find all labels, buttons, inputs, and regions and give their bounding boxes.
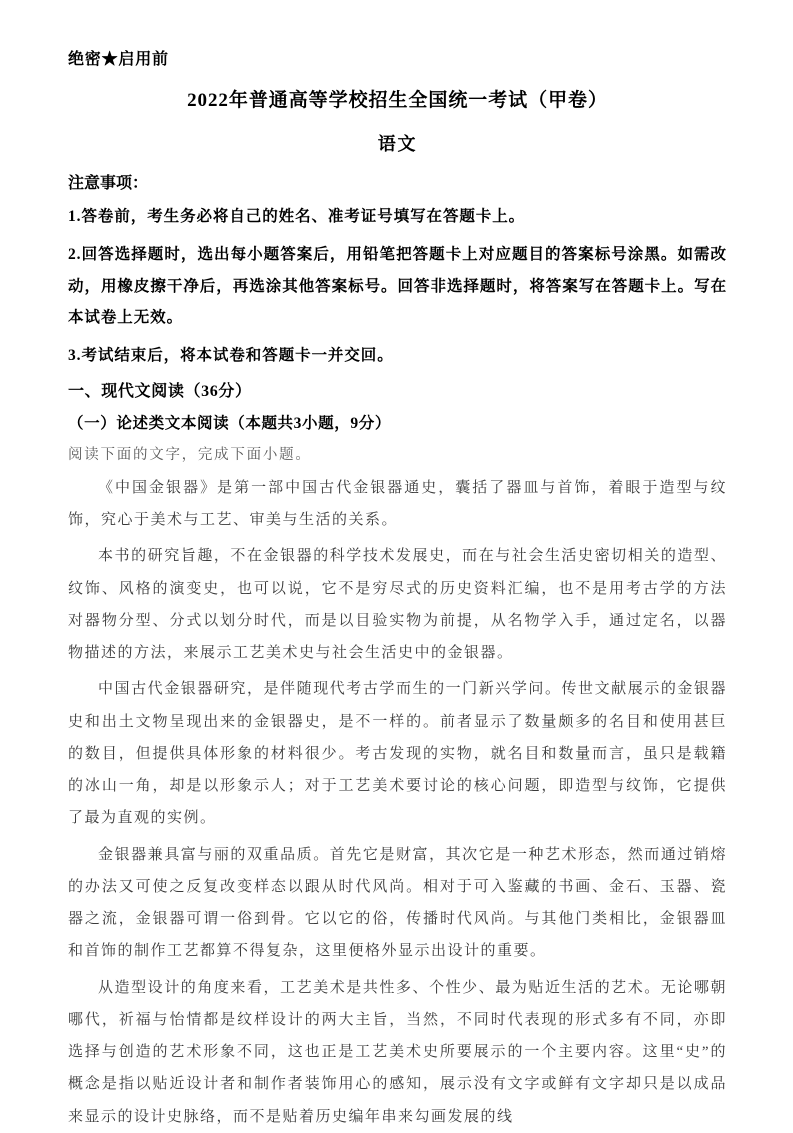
exam-title: 2022年普通高等学校招生全国统一考试（甲卷）	[187, 90, 608, 111]
notice-item-3: 3.考试结束后，将本试卷和答题卡一并交回。	[68, 347, 394, 365]
subsection-heading-argumentative-reading: （一）论述类文本阅读（本题共3小题，9分）	[68, 414, 392, 432]
notice-heading: 注意事项：	[68, 175, 149, 192]
passage-paragraph-4: 金银器兼具富与丽的双重品质。首先它是财富，其次它是一种艺术形态，然而通过销熔的办法又可使之反复改变样态以跟从时代风尚。相对于可入鉴藏的书画、金石、玉器、瓷器之流，金银器可谓一俗到骨。它以它的俗，传播时代风尚。与其他门类相比，金银器皿和首饰的制作工艺都算不得复杂，这里便格外显示出设计的重要。	[68, 846, 727, 960]
passage-paragraph-1: 《中国金银器》是第一部中国古代金银器通史，囊括了器皿与首饰，着眼于造型与纹饰，究心于美术与工艺、审美与生活的关系。	[68, 479, 727, 529]
reading-passage	[68, 472, 727, 1133]
section-heading-modern-reading: 一、现代文阅读（36分）	[68, 382, 252, 400]
passage-paragraph-5: 从造型设计的角度来看，工艺美术是共性多、个性少、最为贴近生活的艺术。无论哪朝哪代，祈福与怡情都是纹样设计的两大主旨，当然，不同时代表现的形式多有不同，亦即选择与创造的艺术形象不同，这也正是工艺美术史所要展示的一个主要内容。这里“史”的概念是指以贴近设计者和制作者装饰用心的感知，展示没有文字或鲜有文字却只是以成品来显示的设计史脉络，而不是贴着历史编年串来勾画发展的线	[68, 979, 727, 1125]
passage-paragraph-3: 中国古代金银器研究，是伴随现代考古学而生的一门新兴学问。传世文献展示的金银器史和出土文物呈现出来的金银器史，是不一样的。前者显示了数量颇多的名目和使用甚巨的数目，但提供具体形象的材料很少。考古发现的实物，就名目和数量而言，虽只是载籍的冰山一角，却是以形象示人；对于工艺美术要讨论的核心问题，即造型与纹饰，它提供了最为直观的实例。	[68, 681, 727, 827]
notice-item-1: 1.答卷前，考生务必将自己的姓名、准考证号填写在答题卡上。	[68, 208, 526, 225]
reading-instruction: 阅读下面的文字，完成下面小题。	[68, 446, 312, 463]
passage-paragraph-2: 本书的研究旨趣，不在金银器的科学技术发展史，而在与社会生活史密切相关的造型、纹饰、风格的演变史，也可以说，它不是穷尽式的历史资料汇编，也不是用考古学的方法对器物分型、分式以划分时代，而是以目验实物为前提，从名物学入手，通过定名，以器物描述的方法，来展示工艺美术史与社会生活史中的金银器。	[68, 548, 727, 662]
notice-item-2: 2.回答选择题时，选出每小题答案后，用铅笔把答题卡上对应题目的答案标号涂黑。如需改动，用橡皮擦干净后，再选涂其他答案标号。回答非选择题时，将答案写在答题卡上。写在本试卷上无效。	[68, 245, 727, 327]
classification-banner: 绝密★启用前	[68, 51, 169, 68]
subject-title: 语文	[377, 134, 418, 154]
